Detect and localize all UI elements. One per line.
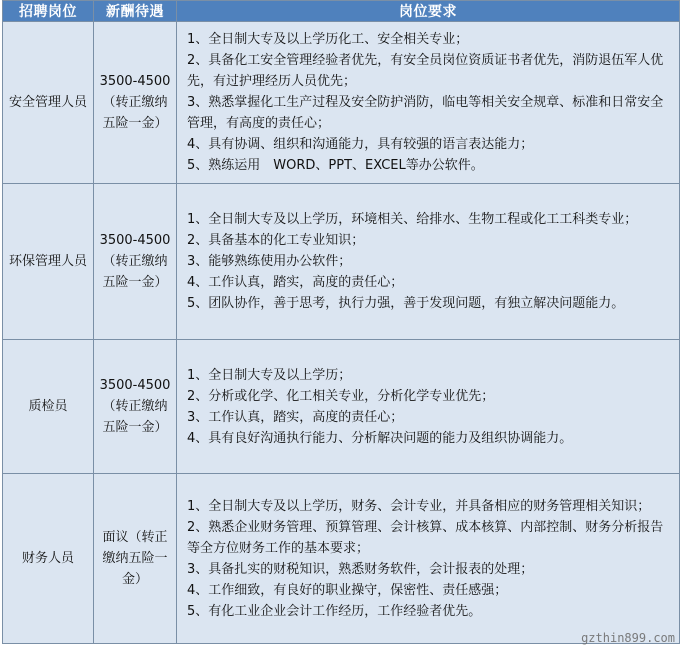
requirement-item: 2、分析或化学、化工相关专业，分析化学专业优先； — [187, 388, 495, 404]
requirement-item: 1、全日制大专及以上学历，财务、会计专业，并具备相应的财务管理相关知识； — [187, 498, 651, 514]
requirement-item: 4、具有协调、组织和沟通能力，具有较强的语言表达能力； — [187, 137, 534, 152]
requirement-item: 4、工作细致，有良好的职业操守，保密性、责任感强； — [187, 582, 508, 598]
requirement-item: 3、具备扎实的财税知识，熟悉财务软件，会计报表的处理； — [187, 561, 534, 577]
requirement-item: 4、工作认真，踏实，高度的责任心； — [187, 275, 404, 290]
salary-cell: 3500-4500（转正缴纳五险一金） — [94, 184, 177, 340]
requirement-item: 3、工作认真，踏实，高度的责任心； — [187, 409, 404, 425]
position-cell: 财务人员 — [3, 474, 94, 644]
requirement-item: 2、熟悉企业财务管理、预算管理、会计核算、成本核算、内部控制、财务分析报告等全方位财务工作的基本要求； — [187, 519, 664, 556]
requirement-item: 5、团队协作，善于思考，执行力强，善于发现问题，有独立解决问题能力。 — [187, 296, 625, 311]
table-row — [3, 184, 680, 340]
position-cell: 安全管理人员 — [3, 22, 94, 184]
header-salary: 新酬待遇 — [94, 1, 177, 22]
position-cell: 环保管理人员 — [3, 184, 94, 340]
salary-cell: 3500-4500（转正缴纳五险一金） — [94, 340, 177, 474]
requirement-item: 1、全日制大专及以上学历； — [187, 367, 352, 383]
position-cell: 质检员 — [3, 340, 94, 474]
requirements-cell — [177, 474, 680, 644]
header-position: 招聘岗位 — [3, 1, 94, 22]
table-row — [3, 22, 680, 184]
requirement-item: 2、具备化工安全管理经验者优先，有安全员岗位资质证书者优先，消防退伍军人优先，有过护理经历人员优先； — [187, 53, 664, 89]
requirements-cell — [177, 340, 680, 474]
table-row — [3, 340, 680, 474]
requirement-item: 5、有化工业企业会计工作经历，工作经验者优先。 — [187, 603, 482, 619]
requirements-cell — [177, 184, 680, 340]
table-body — [3, 22, 680, 644]
header-requirements: 岗位要求 — [177, 1, 680, 22]
requirement-item: 4、具有良好沟通执行能力、分析解决问题的能力及组织协调能力。 — [187, 430, 573, 446]
requirement-item: 2、具备基本的化工专业知识； — [187, 233, 365, 248]
requirement-item: 5、熟练运用 WORD、PPT、EXCEL等办公软件。 — [187, 158, 484, 173]
watermark: gzthin899.com — [581, 631, 675, 645]
requirement-item: 1、全日制大专及以上学历化工、安全相关专业； — [187, 32, 469, 47]
salary-cell: 面议（转正缴纳五险一金） — [94, 474, 177, 644]
table-row — [3, 474, 680, 644]
requirement-item: 3、能够熟练使用办公软件； — [187, 254, 352, 269]
requirement-item: 1、全日制大专及以上学历，环境相关、给排水、生物工程或化工工科类专业； — [187, 212, 638, 227]
header-row — [3, 1, 680, 22]
salary-cell: 3500-4500（转正缴纳五险一金） — [94, 22, 177, 184]
table-header — [3, 1, 680, 22]
requirements-cell — [177, 22, 680, 184]
requirement-item: 3、熟悉掌握化工生产过程及安全防护消防，临电等相关安全规章、标准和日常安全管理，有高度的责任心； — [187, 95, 664, 131]
recruitment-table — [2, 0, 680, 644]
